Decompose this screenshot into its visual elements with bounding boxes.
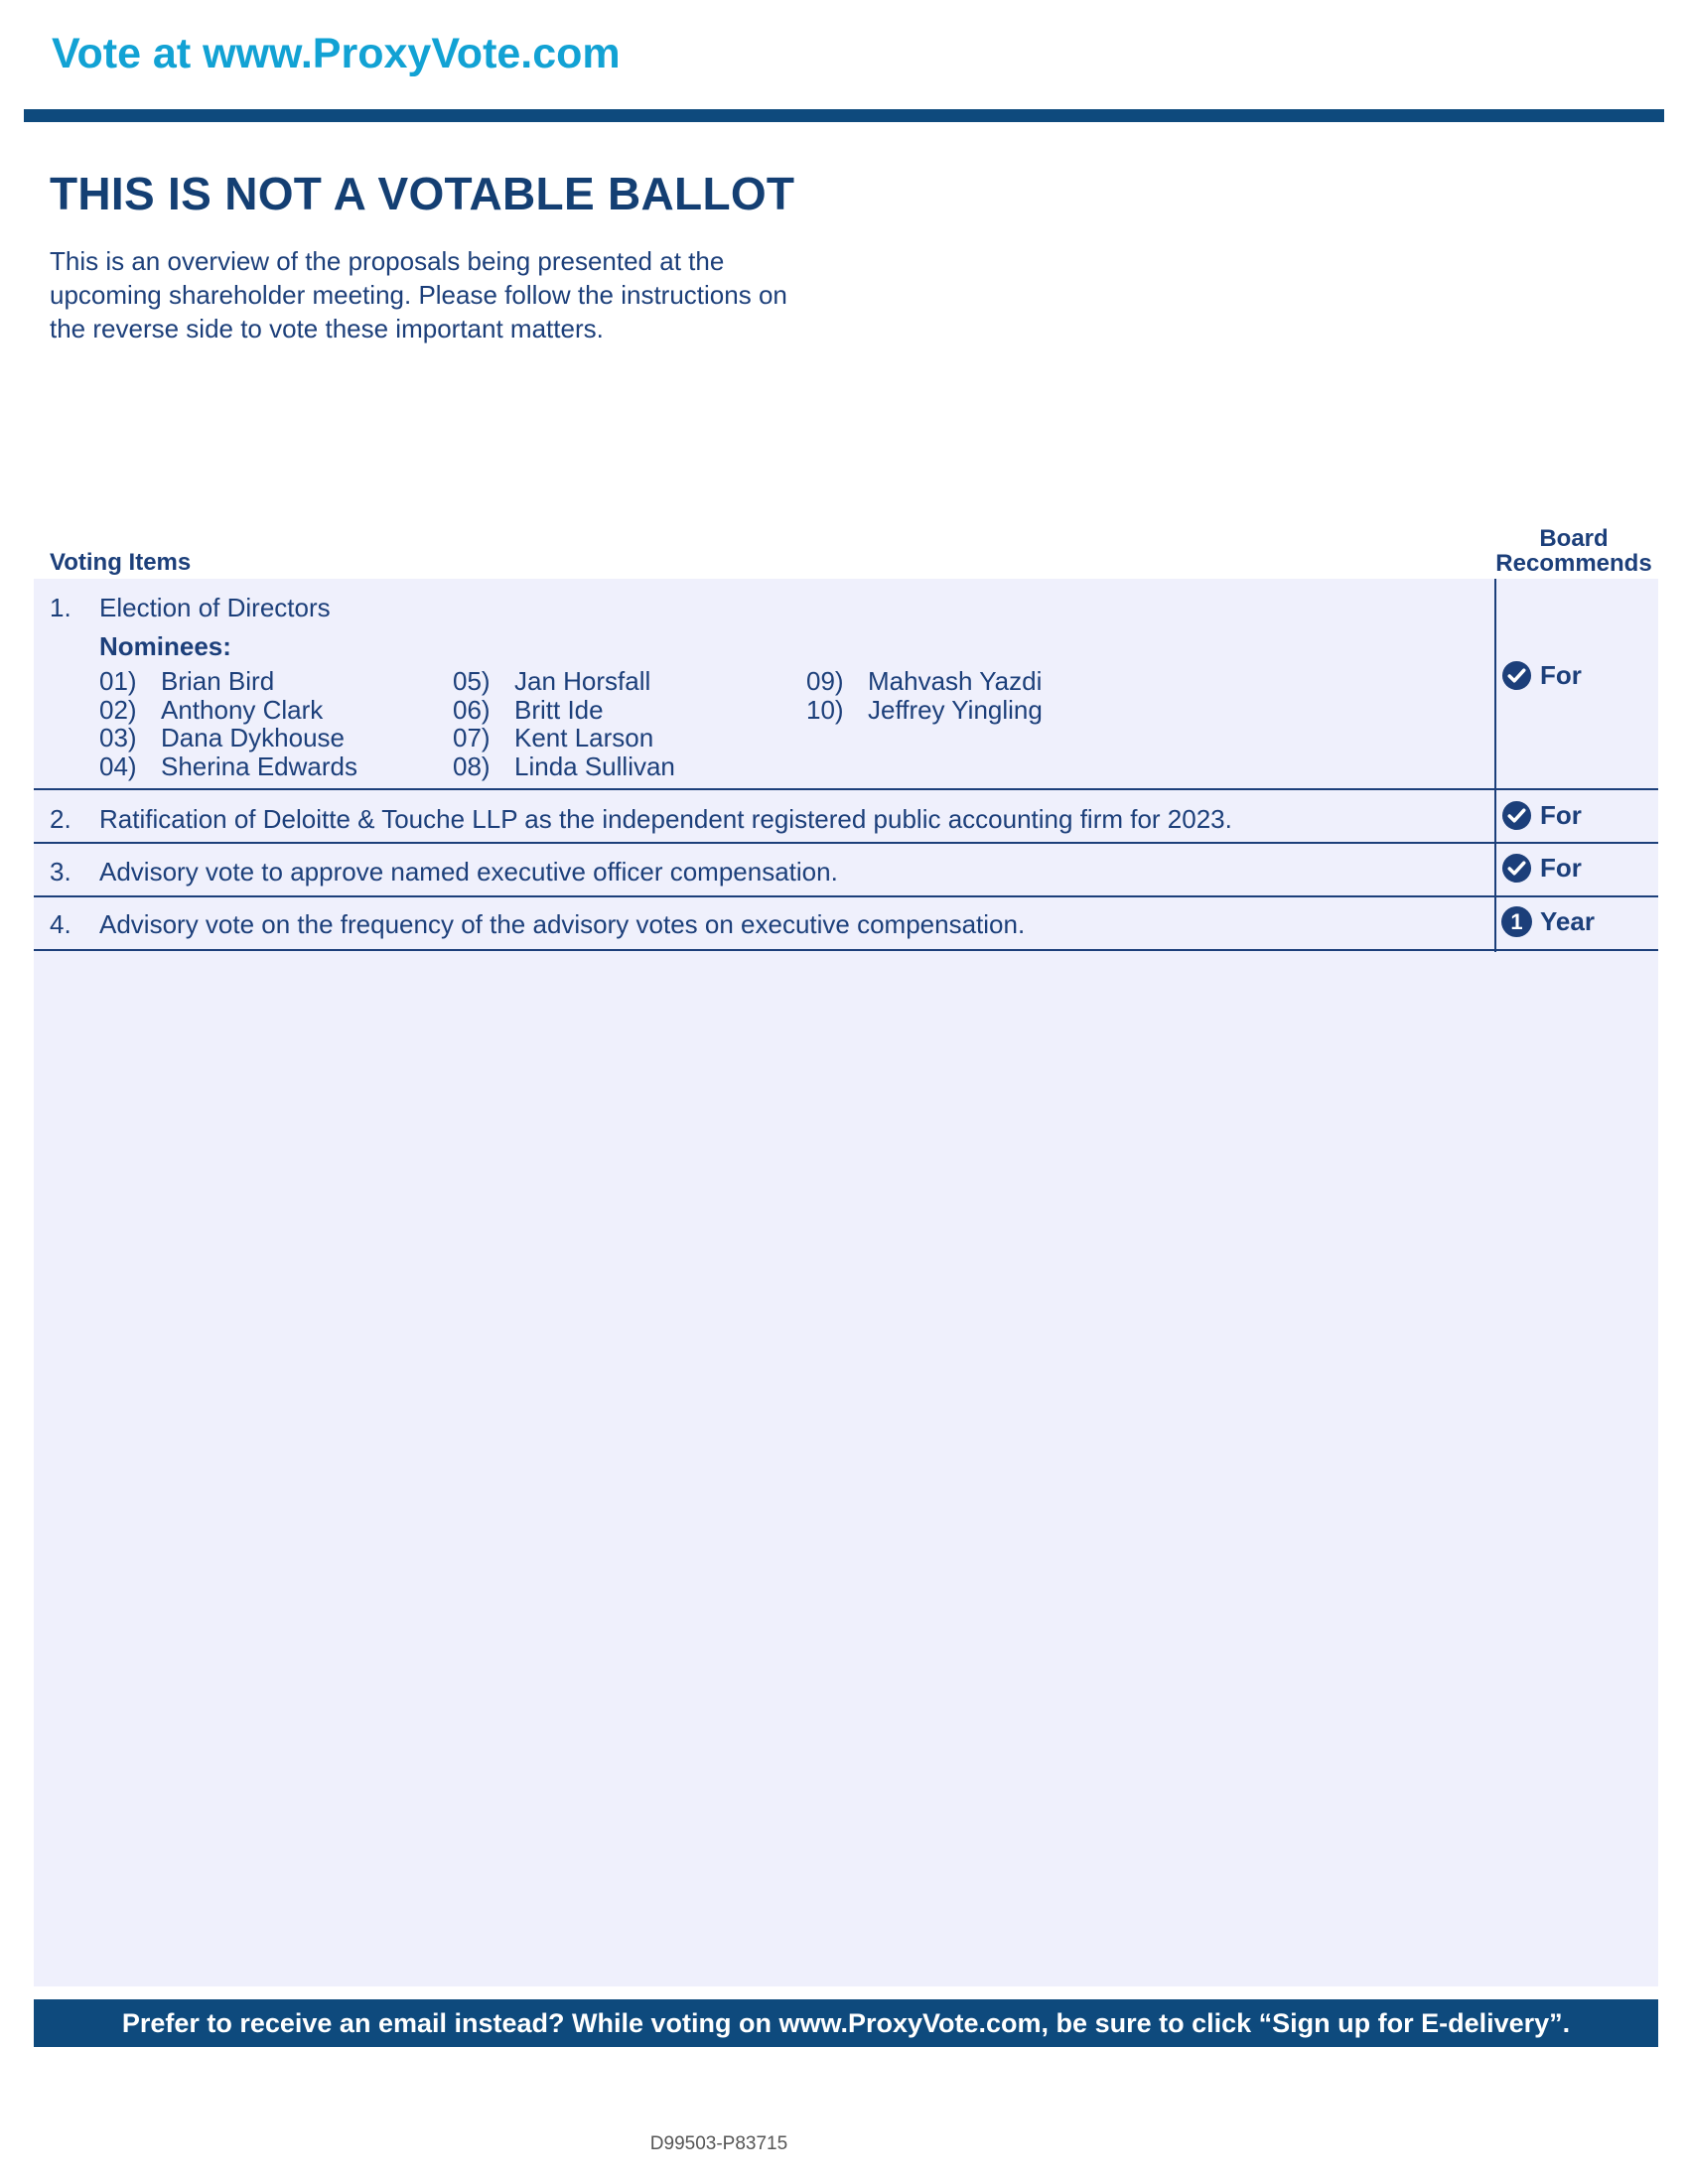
item-text: Advisory vote to approve named executive officer compensation. xyxy=(99,857,838,887)
row-divider xyxy=(34,788,1658,790)
item-text: Ratification of Deloitte & Touche LLP as the independent registered public accounting firm for 2023. xyxy=(99,804,1232,834)
board-recommendation xyxy=(1501,660,1582,691)
intro-line: This is an overview of the proposals being presented at the xyxy=(50,246,725,276)
board-header-line: Board xyxy=(1539,525,1609,552)
check-circle-icon xyxy=(1501,660,1532,691)
page-title: THIS IS NOT A VOTABLE BALLOT xyxy=(50,168,795,219)
nominee-item: 03) Dana Dykhouse xyxy=(99,723,345,752)
intro-paragraph xyxy=(50,244,864,345)
nominee-column xyxy=(99,667,357,780)
item-number: 3. xyxy=(50,857,71,887)
board-recommendation xyxy=(1501,800,1582,831)
intro-line: the reverse side to vote these important matters. xyxy=(50,314,604,343)
voting-items-header: Voting Items xyxy=(50,549,192,576)
nominee-item: 09) Mahvash Yazdi xyxy=(806,666,1043,696)
item-number: 1. xyxy=(50,593,71,622)
board-recommendation xyxy=(1501,906,1595,937)
intro-line: upcoming shareholder meeting. Please follow the instructions on xyxy=(50,280,787,310)
proxyvote-link[interactable]: Vote at www.ProxyVote.com xyxy=(52,30,621,77)
check-circle-icon xyxy=(1501,853,1532,884)
nominee-item: 05) Jan Horsfall xyxy=(453,666,651,696)
item-number: 4. xyxy=(50,909,71,939)
nominee-column xyxy=(453,667,675,780)
row-divider xyxy=(34,842,1658,844)
number-one-badge: 1 xyxy=(1501,906,1532,937)
nominees-label: Nominees: xyxy=(99,631,231,661)
row-divider xyxy=(34,895,1658,897)
recommendation-text: For xyxy=(1540,853,1582,883)
recommendation-text: Year xyxy=(1540,906,1595,936)
recommendation-text: For xyxy=(1540,660,1582,690)
nominee-item: 04) Sherina Edwards xyxy=(99,751,357,781)
nominee-item: 02) Anthony Clark xyxy=(99,694,324,725)
nominee-item: 10) Jeffrey Yingling xyxy=(806,694,1043,725)
e-delivery-banner: Prefer to receive an email instead? While voting on www.ProxyVote.com, be sure to click “Sign up for E-delivery”. xyxy=(34,1999,1658,2047)
header-rule xyxy=(24,109,1664,122)
item-number: 2. xyxy=(50,804,71,834)
item-text: Advisory vote on the frequency of the advisory votes on executive compensation. xyxy=(99,909,1026,939)
nominee-item: 01) Brian Bird xyxy=(99,666,275,696)
row-divider xyxy=(34,949,1658,951)
nominee-item: 07) Kent Larson xyxy=(453,723,654,752)
board-recommendation xyxy=(1501,853,1582,884)
nominee-item: 08) Linda Sullivan xyxy=(453,751,675,781)
item-text: Election of Directors xyxy=(99,593,331,622)
nominee-item: 06) Britt Ide xyxy=(453,694,604,725)
nominee-column xyxy=(806,667,1043,724)
board-recommends-header xyxy=(1494,526,1653,576)
document-code: D99503-P83715 xyxy=(649,2133,788,2154)
board-header-line: Recommends xyxy=(1495,550,1652,577)
check-circle-icon xyxy=(1501,800,1532,831)
recommendation-text: For xyxy=(1540,800,1582,830)
